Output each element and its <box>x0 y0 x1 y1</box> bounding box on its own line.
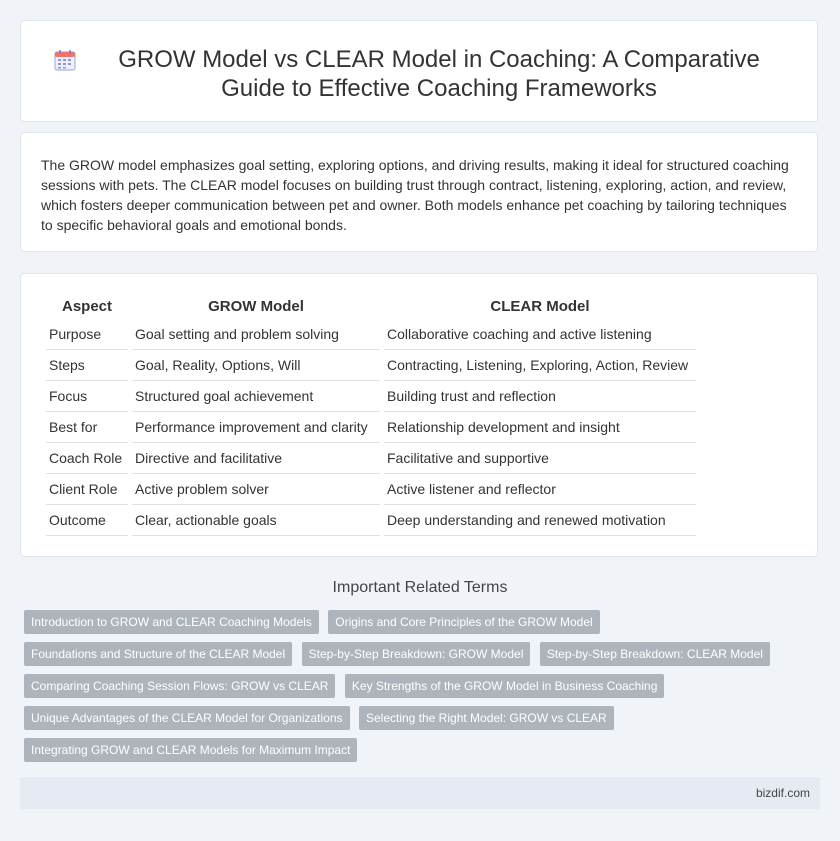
cell-grow: Goal, Reality, Options, Will <box>132 350 380 381</box>
table-row <box>46 505 696 536</box>
cell-clear: Contracting, Listening, Exploring, Action, Review <box>384 350 696 381</box>
cell-aspect: Best for <box>46 412 128 443</box>
related-term-tag[interactable]: Key Strengths of the GROW Model in Business Coaching <box>345 674 664 698</box>
cell-clear: Deep understanding and renewed motivation <box>384 505 696 536</box>
header-grow: GROW Model <box>208 298 304 315</box>
tag-row <box>24 642 804 674</box>
related-term-tag[interactable]: Step-by-Step Breakdown: CLEAR Model <box>540 642 770 666</box>
cell-clear: Collaborative coaching and active listening <box>384 319 696 350</box>
table-row <box>46 412 696 443</box>
footer-site-link[interactable]: bizdif.com <box>755 786 810 800</box>
comparison-table <box>42 294 700 536</box>
tag-row <box>24 674 804 706</box>
related-terms-tags <box>24 610 804 770</box>
related-term-tag[interactable]: Step-by-Step Breakdown: GROW Model <box>302 642 531 666</box>
header-card <box>20 20 818 122</box>
table-row <box>46 381 696 412</box>
cell-grow: Structured goal achievement <box>132 381 380 412</box>
cell-clear: Relationship development and insight <box>384 412 696 443</box>
table-row <box>46 350 696 381</box>
related-term-tag[interactable]: Origins and Core Principles of the GROW Model <box>328 610 599 634</box>
related-term-tag[interactable]: Unique Advantages of the CLEAR Model for Organizations <box>24 706 350 730</box>
tag-row <box>24 610 804 642</box>
cell-clear: Facilitative and supportive <box>384 443 696 474</box>
cell-grow: Active problem solver <box>132 474 380 505</box>
related-term-tag[interactable]: Foundations and Structure of the CLEAR Model <box>24 642 292 666</box>
cell-aspect: Purpose <box>46 319 128 350</box>
cell-grow: Clear, actionable goals <box>132 505 380 536</box>
page-title: GROW Model vs CLEAR Model in Coaching: A Comparative Guide to Effective Coaching Frameworks <box>118 46 760 102</box>
calendar-icon <box>53 48 77 72</box>
cell-grow: Goal setting and problem solving <box>132 319 380 350</box>
table-header-row <box>46 294 696 319</box>
intro-text: The GROW model emphasizes goal setting, exploring options, and driving results, making it ideal for structured coaching sessions with pets. The CLEAR model focuses on building trust through contract, listening, exploring, action, and review, which fosters deeper communication between pet and owner. Both models enhance pet coaching by tailoring techniques to specific behavioral goals and emotional bonds. <box>41 157 789 233</box>
cell-grow: Directive and facilitative <box>132 443 380 474</box>
cell-aspect: Client Role <box>46 474 128 505</box>
tag-row <box>24 738 804 770</box>
comparison-table-card <box>20 273 818 557</box>
cell-grow: Performance improvement and clarity <box>132 412 380 443</box>
footer <box>20 777 820 809</box>
table-row <box>46 319 696 350</box>
title-wrap <box>21 45 817 103</box>
cell-clear: Building trust and reflection <box>384 381 696 412</box>
cell-aspect: Outcome <box>46 505 128 536</box>
related-term-tag[interactable]: Introduction to GROW and CLEAR Coaching Models <box>24 610 319 634</box>
related-term-tag[interactable]: Integrating GROW and CLEAR Models for Maximum Impact <box>24 738 357 762</box>
related-terms-title: Important Related Terms <box>332 579 508 596</box>
tag-row <box>24 706 804 738</box>
header-clear: CLEAR Model <box>490 298 590 315</box>
table-row <box>46 443 696 474</box>
table-row <box>46 474 696 505</box>
related-term-tag[interactable]: Comparing Coaching Session Flows: GROW vs CLEAR <box>24 674 335 698</box>
header-aspect: Aspect <box>61 298 113 315</box>
cell-aspect: Focus <box>46 381 128 412</box>
related-term-tag[interactable]: Selecting the Right Model: GROW vs CLEAR <box>359 706 614 730</box>
cell-aspect: Steps <box>46 350 128 381</box>
intro-card <box>20 132 818 252</box>
cell-aspect: Coach Role <box>46 443 128 474</box>
cell-clear: Active listener and reflector <box>384 474 696 505</box>
